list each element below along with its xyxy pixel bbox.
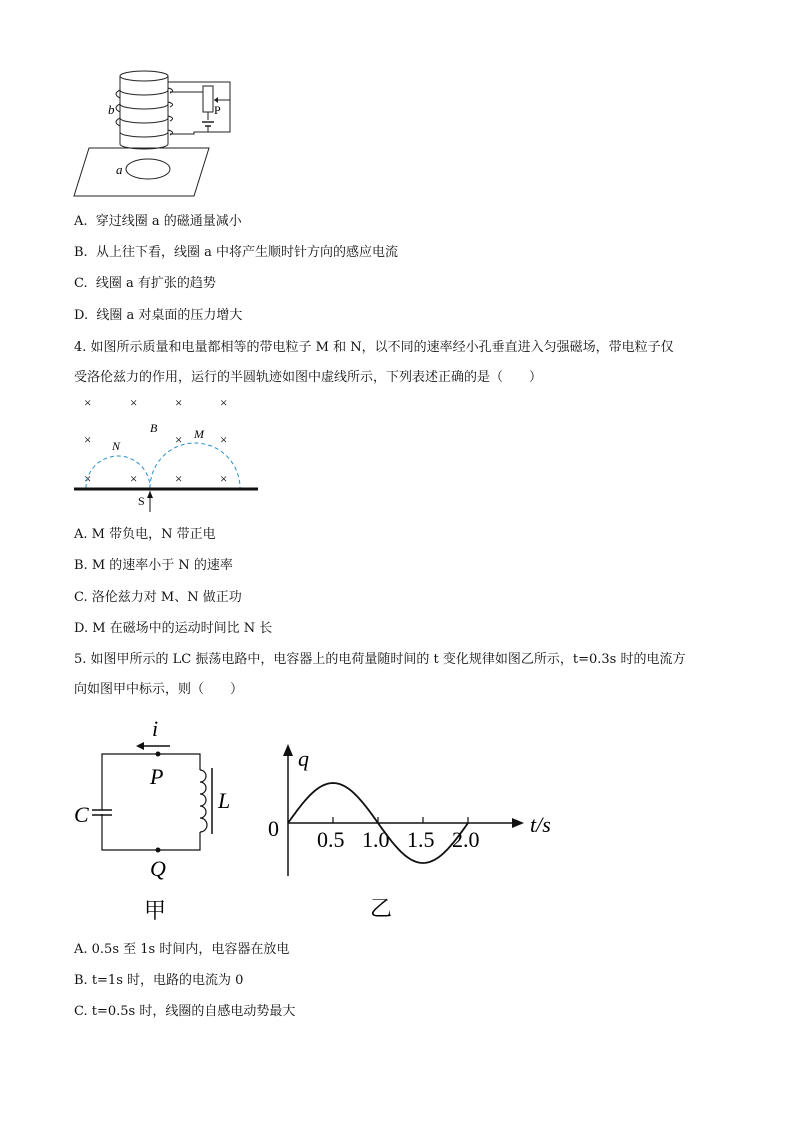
label-s: S (138, 494, 145, 508)
q5-option-b: B. t=1s 时，电路的电流为 0 (74, 973, 244, 988)
cross-mark: × (175, 471, 183, 486)
q3-option-a: A. 穿过线圈 a 的磁通量减小 (74, 214, 242, 229)
x-axis-label: t/s (530, 812, 551, 837)
q4-stem-line1: 4. 如图所示质量和电量都相等的带电粒子 M 和 N，以不同的速率经小孔垂直进入匀强磁场，带电粒子仅 (74, 340, 674, 355)
cross-mark: × (84, 471, 92, 486)
q3-option-c: C. 线圈 a 有扩张的趋势 (74, 276, 216, 291)
cross-mark: × (220, 471, 228, 486)
charge-time-chart (262, 736, 562, 926)
node-p (156, 752, 161, 757)
y-axis-label: q (298, 746, 309, 771)
magnetic-field-figure (70, 392, 270, 514)
table-plane (74, 148, 209, 196)
chart-caption: 乙 (370, 896, 393, 921)
label-current-i: i (152, 716, 159, 741)
x-tick-label: 1.0 (362, 827, 390, 852)
cross-mark: × (130, 395, 138, 410)
cross-mark: × (130, 471, 138, 486)
cross-mark: × (220, 395, 228, 410)
q4-option-d: D. M 在磁场中的运动时间比 N 长 (74, 621, 273, 636)
cross-mark: × (220, 432, 228, 447)
label-b: b (108, 102, 115, 117)
q4-option-c: C. 洛伦兹力对 M、N 做正功 (74, 590, 242, 605)
q3-option-b: B. 从上往下看，线圈 a 中将产生顺时针方向的感应电流 (74, 245, 398, 260)
q4-stem-line2: 受洛伦兹力的作用，运行的半圆轨迹如图中虚线所示，下列表述正确的是（ ） (74, 370, 543, 385)
label-p: P (214, 103, 221, 117)
label-c: C (74, 802, 89, 827)
q5-stem-line1: 5. 如图甲所示的 LC 振荡电路中，电容器上的电荷量随时间的 t 变化规律如图乙所示，t=0.3s 时的电流方 (74, 652, 686, 667)
label-a: a (116, 162, 123, 177)
label-q-node: Q (150, 856, 166, 881)
x-tick-label: 0.5 (317, 827, 345, 852)
cross-mark: × (175, 432, 183, 447)
cross-mark: × (84, 395, 92, 410)
rheostat (203, 86, 213, 112)
coil-a (126, 159, 170, 179)
q5-option-a: A. 0.5s 至 1s 时间内，电容器在放电 (74, 942, 290, 957)
caption-jia: 甲 (144, 898, 167, 923)
label-m: M (194, 427, 204, 441)
solenoid-figure (70, 64, 240, 200)
trajectory-n (86, 456, 150, 488)
cross-mark: × (175, 395, 183, 410)
origin-label: 0 (268, 816, 279, 841)
q5-stem-line2: 向如图甲中标示，则（ ） (74, 682, 244, 697)
cross-mark: × (84, 432, 92, 447)
inductor (200, 770, 207, 832)
q4-option-a: A. M 带负电，N 带正电 (74, 527, 216, 542)
q3-option-d: D. 线圈 a 对桌面的压力增大 (74, 308, 243, 323)
lc-circuit-figure (70, 710, 250, 930)
node-q (156, 848, 161, 853)
x-tick-label: 2.0 (452, 827, 480, 852)
label-p-node: P (150, 764, 164, 789)
x-axis-arrow (512, 818, 524, 828)
label-l: L (218, 788, 231, 813)
q4-option-b: B. M 的速率小于 N 的速率 (74, 558, 233, 573)
label-n: N (112, 439, 121, 453)
x-tick-label: 1.5 (407, 827, 435, 852)
q5-option-c: C. t=0.5s 时，线圈的自感电动势最大 (74, 1004, 296, 1019)
y-axis-arrow (283, 744, 293, 756)
label-b-field: B (150, 421, 158, 435)
